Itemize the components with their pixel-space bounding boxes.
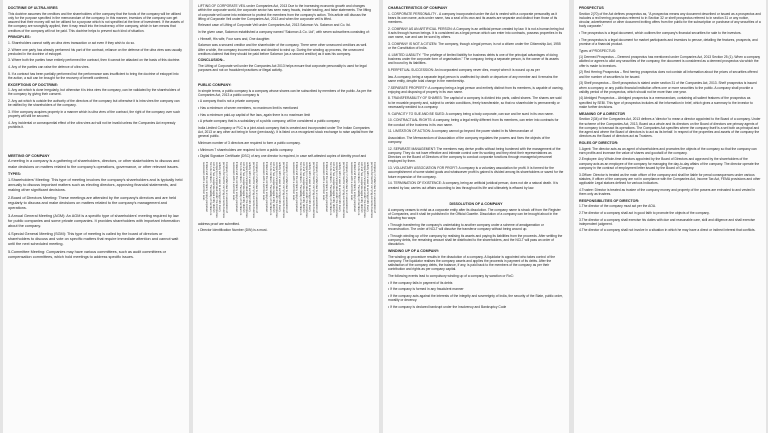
public-point: • A private company that is a subsidiary of a public company, will be considered a public company bbox=[198, 119, 340, 124]
characteristic-item: 9. CAPACITY TO SUE AND BE SUED: A company being a body corporate, can sue and be sued in its own name. bbox=[388, 111, 554, 116]
characteristic-item: 7.SEPARATE PROPERTY: A company being a legal person and entirely distinct from its members, is capable of owning, enjoying and disposing of property in its own name. bbox=[388, 85, 565, 94]
india-limited-paragraph: India Limited Company or PLC is a joint-stock company that is created and incorporated under The Indian Companies Act, 2013 or any other act being in force (previously). It is listed on a recognized stock exchange to raise capital from the general public. bbox=[198, 125, 375, 139]
rotated-text-column: Company in Indian law is an association of persons formed for carrying out some business activity with a view to earning profit. Every company is incorporated under the Companies Act and has a separate legal entity distinct from its members. The liability of members is limited and the company enjoys perpetual succession with a common seal. bbox=[291, 161, 318, 219]
document-page-4 bbox=[574, 0, 766, 433]
case-law-paragraph: Relevant case of Lifting of Corporate Veil under Companies Act, 2013 Salomon Vs. Salomon and Co. ltd. bbox=[198, 23, 351, 28]
principle-item: 4. Any of the parties can raise the defence of ultra vires. bbox=[8, 65, 90, 70]
role-item: 1.Agent: The director acts as an agent of shareholders and promotes the objects of the company so that the company can earn profits and increase the value of shares and goodwill of the company. bbox=[579, 146, 758, 155]
characteristic-item: 5.PERPETUAL SUCCESSION: An incorporated company never dies, except when it is wound up as per bbox=[388, 68, 540, 73]
winding-up-point: • If the company fails in payment of its debts bbox=[388, 280, 453, 285]
role-item: 2.Employee: Any Whole-time directors appointed by the Board of Directors and approved by the shareholders of the company acts as an employee of the company for managing the day-to-day affairs of the company. The director operate the company in the contract of employment letter issued by the Board of Company. bbox=[579, 157, 761, 171]
public-company-heading: PUBLIC COMPANY: bbox=[198, 82, 232, 87]
rotated-text-column: Company in Indian law is an association of persons formed for carrying out some business activity with a view to earning profit. Every company is incorporated under the Companies Act and has a separate legal entity distinct from its members. The liability of members is limited and the company enjoys perpetual succession with a common seal. bbox=[231, 161, 258, 219]
public-point: • Has a minimum paid-up capital of five lacs, again there is no maximum limit bbox=[198, 112, 311, 117]
responsibility-item: 2.The director of a company shall act in good faith to promote the objects of the company. bbox=[579, 210, 710, 215]
public-company-paragraph: In simple terms, a public company is a company whose shares can be subscribed by members of the public. As per the Companies Act, 2013 a public company is bbox=[198, 88, 373, 97]
prospectus-types-heading: Types of PROSPECTUS: bbox=[579, 48, 617, 53]
prospectus-paragraph: Section 2(70) of the Act defines prospectus as, "A prospectus means any document described or issued as a prospectus and includes a red herring prospectus referred to in Section 32 or shelf prospectus referred to in section 31 or any notice, circular, advertisement or other document inviting offers from the public for the subscription or purchase of any securities of a body corporate." bbox=[579, 11, 762, 29]
doctrine-heading: DOCTRINE OF ULTRA-VIRES bbox=[8, 6, 58, 10]
characteristic-item: 12. SEPARATE MANAGEMENT: The members may derive profits without being burdened with the management of the company. They do not have effective and intimate control over its working and they elect their representatives as Directors on the Board of Directors of the company to conduct corporate functions through managerial personnel employed by them. bbox=[388, 146, 562, 164]
prospectus-type-item: (1) Deemed Prospectus – Deemed prospectus has mentioned under Companies Act, 2013 Section 25 (1). When a company allotted or agrees to allot any securities of the company, the document is considered as a deemed prospectus via which the offer is made to investors. bbox=[579, 55, 761, 68]
dissolution-point: • Through winding up of the company by realising its assets and paying its liabilities from the proceeds. After settling the company debts, the remaining amount shall be distributed to the shareholders, and the NCLT will pass an order of dissolution. bbox=[388, 233, 564, 247]
prospectus-heading: PROSPECTUS bbox=[579, 6, 604, 10]
subscribers-line: • Himself, His wife, Four sons and, One daughter. bbox=[198, 36, 271, 41]
characteristic-item: 1. CORPORATE PERSONALITY - A company incorporated under the Act is vested with a corporate personality as it bears its own name, acts under name, has a seal of its own and its assets are separate and distinct from those of its members. bbox=[388, 11, 559, 25]
characteristic-item: 13. VOLUNTARY ASSOCIATION FOR PROFIT: A company is a voluntary association for profit. It is formed for the accomplishment of some stated goals and whatsoever profit is gained is divided among its shareholders or saved for the future expansion of the company. bbox=[388, 166, 565, 179]
address-proof-line: address proof are submitted. bbox=[198, 221, 240, 226]
rotated-text-column: Company in Indian law is an association of persons formed for carrying out some business activity with a view to earning profit. Every company is incorporated under the Companies Act and has a separate legal entity distinct from its members. The liability of members is limited and the company enjoys perpetual succession with a common seal. bbox=[321, 161, 348, 219]
principle-item: 2. Where one party has already performed his part of the contract, reliance on the defense of the ultra vires was usually precluded in the doctrine of estoppel. bbox=[8, 47, 183, 56]
dissolution-point: • Through transferring the company's undertaking to another company under a scheme of amalgamation or reconstruction. The order of NCLT will dissolve the transferor company without being wound up. bbox=[388, 222, 545, 232]
minimum-shareholders-line: • Minimum 7 shareholders are required to form a public company. bbox=[198, 147, 294, 152]
meeting-type-item: 5.Committee Meeting: Companies may have various committees, such as audit committees or compensation committees, which hold meetings to address specific issues. bbox=[8, 249, 168, 260]
characteristic-item: Association. The Memorandum of Association of the company regulates the powers and fixes the objects of the company. bbox=[388, 135, 551, 144]
doctrine-paragraph: This doctrine assumes the creditors and the shareholders of the company that the funds of the company will be utilized only for the purpose specified in the memorandum of the company. In this manner, investors of the company can get assured that their money will not be utilized for a purpose which is not specified at the time of investment. If the assets of the company are wrongfully applied, then it may result into the insolvency of the company, which in turn means that creditors of the company will not be paid. This doctrine helps to prevent such kind of situation. bbox=[8, 11, 185, 33]
conclusion-heading: CONCLUSION:- bbox=[198, 58, 225, 63]
document-page-2 bbox=[193, 0, 379, 433]
dissolution-heading: DISSOLUTION OF A COMPANY bbox=[449, 202, 503, 207]
characteristic-item: 2. COMPANY AS AN ARTIFICIAL PERSON: A Company is an artificial person created by law. It is not a human being but it acts through human beings. It is considered as a legal person which can enter into contracts, possess properties in its own name, sue and can be sued by others. bbox=[388, 26, 565, 40]
characteristic-item: 11. LIMITATION OF ACTION: A company cannot go beyond the power stated in its Memorandum of bbox=[388, 129, 533, 134]
types-heading: TYPES: bbox=[8, 172, 21, 177]
prospectus-type-item: (3) Shelf prospectus – Shelf prospectus is stated under section 31 of the Companies Act, 2013. Shelf prospectus is issued when a company or any public financial institution offers one or more securities to the public. A company shall provide a validity period of the prospectus, which should not be more than one year. bbox=[579, 81, 758, 94]
characteristic-item: 10. CONTRACTUAL RIGHTS: A company, being a legal entity different from its members, can enter into contracts for the conduct of the business in its own name. bbox=[388, 118, 560, 127]
characteristic-item: 4. LIMITED LIABILITY: "The privilege of limited liability for business debts is one of the principal advantages of doing business under the corporate form of organisation." The company, being a separate person, is the owner of its assets and bound by its liabilities. bbox=[388, 52, 560, 66]
meeting-type-item: 1.Shareholders' Meeting: This type of meeting involves the company's shareholders and is typically held annually to discuss important matters such as electing directors, approving financial statements, and making other significant decisions. bbox=[8, 177, 184, 193]
meeting-paragraph: A meeting in a company is a gathering of shareholders, directors, or other stakeholders to discuss and make decisions on matters related to the company's operations, governance, or other relevant issues. bbox=[8, 159, 181, 169]
exception-item: 3. If the company acquires property in a manner which is ultra vires of the contract, the right of the company over such property will still be secured. bbox=[8, 109, 181, 119]
characteristics-heading: CHARACTERISTICS OF COMPANY bbox=[388, 6, 448, 10]
winding-up-point: • If the company is formed in any fraudulent manner bbox=[388, 287, 464, 292]
director-heading: MEANING OF A DIRECTOR bbox=[579, 111, 625, 116]
responsibility-item: 4.The director of a company shall not involve in a situation in which he may have a direct or indirect interest that conflicts. bbox=[579, 228, 756, 233]
meeting-type-item: 3.Annual General Meeting (AGM): An AGM is a specific type of shareholders' meeting required by law for public companies and some private companies. It provides shareholders with important information about the company. bbox=[8, 213, 181, 229]
winding-up-point: • If the company acts against the interests of the integrity and sovereignty of India, the security of the State, public order, morality or decency. bbox=[388, 293, 564, 303]
rotated-text-column: Company in Indian law is an association of persons formed for carrying out some business activity with a view to earning profit. Every company is incorporated under the Companies Act and has a separate legal entity distinct from its members. The liability of members is limited and the company enjoys perpetual succession with a common seal. bbox=[261, 161, 288, 219]
characteristic-item: law. A company, being a separate legal person is unaffected by death or departure of any member and it remains the same entity, despite total change in the membership. bbox=[388, 74, 559, 83]
document-page-1 bbox=[3, 0, 189, 433]
winding-up-paragraph: The winding up procedure results in the dissolution of a company. A liquidator is appointed who takes control of the company. The liquidator realises the company assets and applies the proceeds in payment of its debts. After the satisfaction of the company debts, the balance, if any, is paid back to the members of the company as per their contribution and rights as per company capital. bbox=[388, 254, 557, 272]
public-point: • A company that is not a private company bbox=[198, 99, 260, 104]
meeting-type-item: 4.Special General Meeting (SGM): This type of meeting is called by the board of directors or shareholders to discuss and vote on specific matters that require immediate attention and cannot wait until the next scheduled meeting. bbox=[8, 231, 180, 247]
winding-up-point: The following events lead to compulsory winding up of a company by sanction or RoC: bbox=[388, 274, 514, 279]
meeting-heading: MEETING OF COMPANY bbox=[8, 153, 50, 158]
rotated-scan-strip bbox=[198, 161, 374, 219]
public-point: • Has a minimum of seven members, no maximum limit is mentioned bbox=[198, 106, 299, 111]
facts-paragraph: Salomon was a secured creditor and the shareholder of the company. There were other unsecured creditors as well. After a while, the company incurred losses and decided to wind up. During the winding up process, the unsecured creditors claimed that they should be paid before Salomon (as a secured creditor) as it was his company. bbox=[198, 43, 368, 56]
prospectus-type-item: (2) Red Herring Prospectus – Red herring prospectus does not contain all information about the prices of securities offered and the number of securities to be issued. bbox=[579, 70, 759, 79]
winding-up-heading: WINDING UP OF A COMPANY: bbox=[388, 249, 440, 253]
characteristic-item: 8. TRANSFERABILITY OF SHARES: The capital of a company is divided into parts, called shares. The shares are said to be movable property and, subject to certain conditions, freely transferable, so that no shareholder is permanently or necessarily wedded to a company. bbox=[388, 96, 563, 110]
rotated-text-column: Company in Indian law is an association of persons formed for carrying out some business activity with a view to earning profit. Every company is incorporated under the Companies Act and has a separate legal entity distinct from its members. The liability of members is limited and the company enjoys perpetual succession with a common seal. bbox=[201, 161, 228, 219]
responsibility-item: 3.The director of a company shall exercise his duties with due and reasonable care, skill and diligence and shall exercise independent judgment. bbox=[579, 217, 756, 226]
principle-item: 5. If a contract has been partially performed but the performance was insufficient to bring the doctrine of estoppel into the action, a suit can be brought for the recovery of benefit conferred. bbox=[8, 71, 180, 80]
dissolution-paragraph: A company ceases to exist as a corporate entity after its dissolution. The company name is struck off from the Register of Companies, and it shall be published in the Official Gazette. Dissolution of a company can be brought about in the following two ways: bbox=[388, 207, 562, 221]
prospectus-point: • The prospectus is a legal document for market participants and investors to peruse, detailing the features, prospects, and promise of a financial product. bbox=[579, 37, 759, 46]
prospectus-type-item: (4) Abridged Prospectus – Abridged prospectus is a memorandum, containing all salient features of the prospectus as specified by SEBI. This type of prospectus includes all the information in brief, which gives a summary to the investor to make further decisions. bbox=[579, 96, 754, 110]
responsibility-item: 1.The director of the company must act per the AOA. bbox=[579, 204, 656, 209]
role-item: 4.Trustee: Director is treated as trustee of the company money and property of the powers are entrusted to and vested in them only as trustees. bbox=[579, 187, 756, 197]
characteristic-item: 3. COMPANY IS NOT A CITIZEN: The company, though a legal person, is not a citizen under the Citizenship Act, 1955 or the Constitution of India. bbox=[388, 41, 562, 51]
lifting-veil-paragraph: LIFTING OF CORPORATE VEIL under Companies Act, 2013 Due to the increasing economic growth and changes within the corporate world, the corporate sector has seen many frauds, insider trading, and false statements. The lifting of corporate veil came into existence to protect the members from the company's action. This article will discuss the lifting of Corporate Veil under the Companies Act, 2013 and when the corporate veil is lifted. bbox=[198, 4, 372, 21]
roles-heading: ROLES OF DIRECTOR: bbox=[579, 140, 619, 145]
dsc-line: • Digital Signature Certificate (DSC) of any one director is required, in case self-attested copies of identity proof and bbox=[198, 154, 367, 159]
principles-heading: PRINCIPLES: bbox=[8, 35, 31, 40]
rotated-text-column: Company in Indian law is an association of persons formed for carrying out some business activity with a view to earning profit. Every company is incorporated under the Companies Act and has a separate legal entity distinct from its members. The liability of members is limited and the company enjoys perpetual succession with a common seal. bbox=[349, 161, 376, 219]
principle-item: 3. Where both the parties have entirely performed the contract, then it cannot be attacked on the basis of this doctrine. bbox=[8, 58, 181, 63]
meeting-type-item: 2.Board of Directors Meeting: These meetings are attended by the company's directors and are held regularly to discuss and make decisions on matters related to the company's management and operations. bbox=[8, 195, 178, 211]
case-paragraph: In the given case, Salomon established a company named "Salomon & Co. Ltd", with seven subscribers consisting of: bbox=[198, 30, 370, 35]
prospectus-point: • The prospectus is a legal document, which outlines the company's financial securities for sale to the investors. bbox=[579, 31, 742, 36]
characteristic-item: 14. TERMINATION OF EXISTENCE: A company, being an artificial juridical person, does not die a natural death. It is created by law, carries out affairs according to law throughout its life and ultimately is effaced by law. bbox=[388, 181, 559, 190]
document-page-3 bbox=[383, 0, 569, 433]
exception-item: 1. Any act which is done irregularly, but otherwise it is intra vires the company, can be validated by the shareholders of the company by giving their consent. bbox=[8, 88, 181, 97]
exceptions-heading: EXCEPTIONS OF DOCTRINE: bbox=[8, 82, 59, 87]
winding-up-point: • If the company is declared bankrupt under the Insolvency and Bankruptcy Code bbox=[388, 304, 507, 309]
role-item: 3.Officer: Director is treated as the main officer of the company and shall be liable for penal consequences under various statutes, if officer of the company are not in compliance with the Companies Act, Income Tax Act, FEMA provisions and other applicable Legal statues defined for various Indicators. bbox=[579, 172, 762, 186]
exception-item: 4. Any incidental or consequential effect of the ultra vires act will not be invalid unless the Companies Act expressly prohibits it. bbox=[8, 120, 177, 130]
principle-item: 1. Shareholders cannot ratify an ultra vires transaction or act even if they wish to do so. bbox=[8, 40, 135, 45]
conclusion-paragraph: The Lifting of Corporate veil under the Companies Act 2013 helps ensure that corporate personality is used for legal purposes and not on fraudulent practices or illegal activity. bbox=[198, 64, 368, 73]
responsibilities-heading: RESPONSIBILITIES OF DIRECTOR: bbox=[579, 198, 640, 203]
exception-item: 2. Any act which is outside the authority of the directors of the company but otherwise it is intra vires the company can be ratified by the shareholders of the company. bbox=[8, 99, 181, 108]
minimum-directors-line: Minimum number of 3 directors are required to form a public company. bbox=[198, 140, 301, 145]
din-line: • Director Identification Number (DIN) is a must. bbox=[198, 228, 268, 233]
director-paragraph: Section 2(34) of the Companies Act, 2013 defines a 'director' to mean a director appointed to the Board of a company. Under the scheme of the Companies Act, 2013, Board as a whole and its directors on the Board of directors are primary agents of the company to transact its operations. The Companies Act specifies where the company itself is a set both as principal and the agent and where the Board of directors is to act as its behalf. In respect of the properties and assets of the company the directors as the Board of directors act as Trustees. bbox=[579, 117, 762, 139]
